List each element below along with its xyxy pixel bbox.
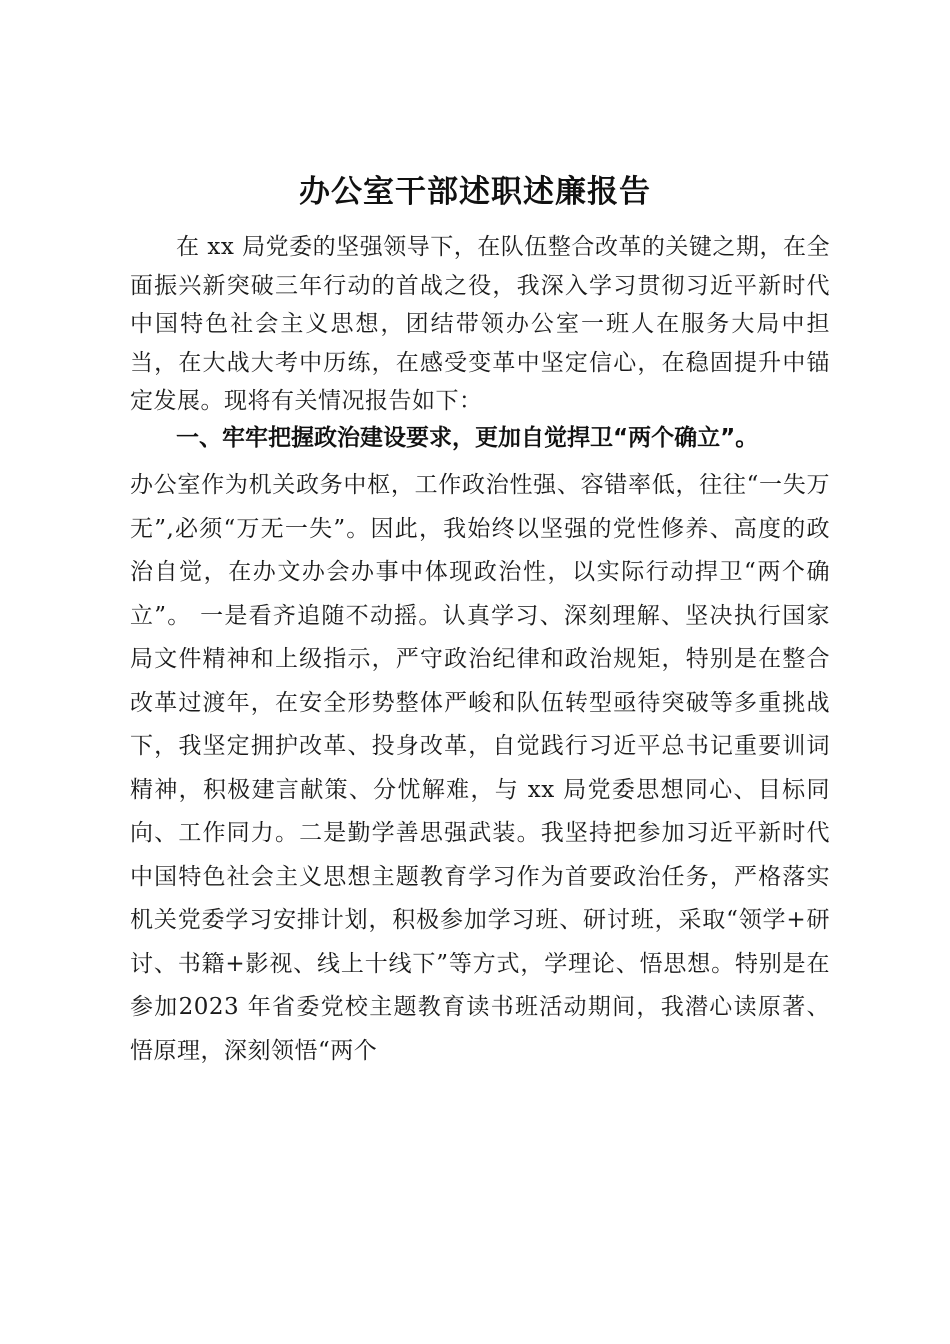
document-title: 办公室干部述职述廉报告	[299, 174, 651, 210]
intro-paragraph: 在 xx 局党委的坚强领导下，在队伍整合改革的关键之期，在全面振兴新突破三年行动的首战之役，我深入学习贯彻习近平新时代中国特色社会主义思想，团结带领办公室一班人在服务大局中担当，在大战大考中历练，在感受变革中坚定信心，在稳固提升中锚定发展。现将有关情况报告如下：	[130, 234, 830, 414]
section-1-body: 办公室作为机关政务中枢，工作政治性强、容错率低，往往“一失万无”,必须“万无一失”。因此，我始终以坚强的党性修养、高度的政治自觉，在办文办会办事中体现政治性，以实际行动捍卫“两个确立”。 一是看齐追随不动摇。认真学习、深刻理解、坚决执行国家局文件精神和上级指示，严守政治纪律和政治规矩，特别是在整合改革过渡年，在安全形势整体严峻和队伍转型亟待突破等多重挑战下，我坚定拥护改革、投身改革，自觉践行习近平总书记重要训词精神，积极建言献策、分忧解难，与 xx 局党委思想同心、目标同向、工作同力。二是勤学善思强武装。我坚持把参加习近平新时代中国特色社会主义思想主题教育学习作为首要政治任务，严格落实机关党委学习安排计划，积极参加学习班、研讨班，采取“领学+研讨、书籍+影视、线上十线下”等方式，学理论、悟思想。特别是在参加2023 年省委党校主题教育读书班活动期间，我潜心读原著、悟原理，深刻领悟“两个	[130, 472, 830, 1064]
section-1-heading: 一、牢牢把握政治建设要求，更加自觉捍卫“两个确立”。	[176, 425, 759, 451]
